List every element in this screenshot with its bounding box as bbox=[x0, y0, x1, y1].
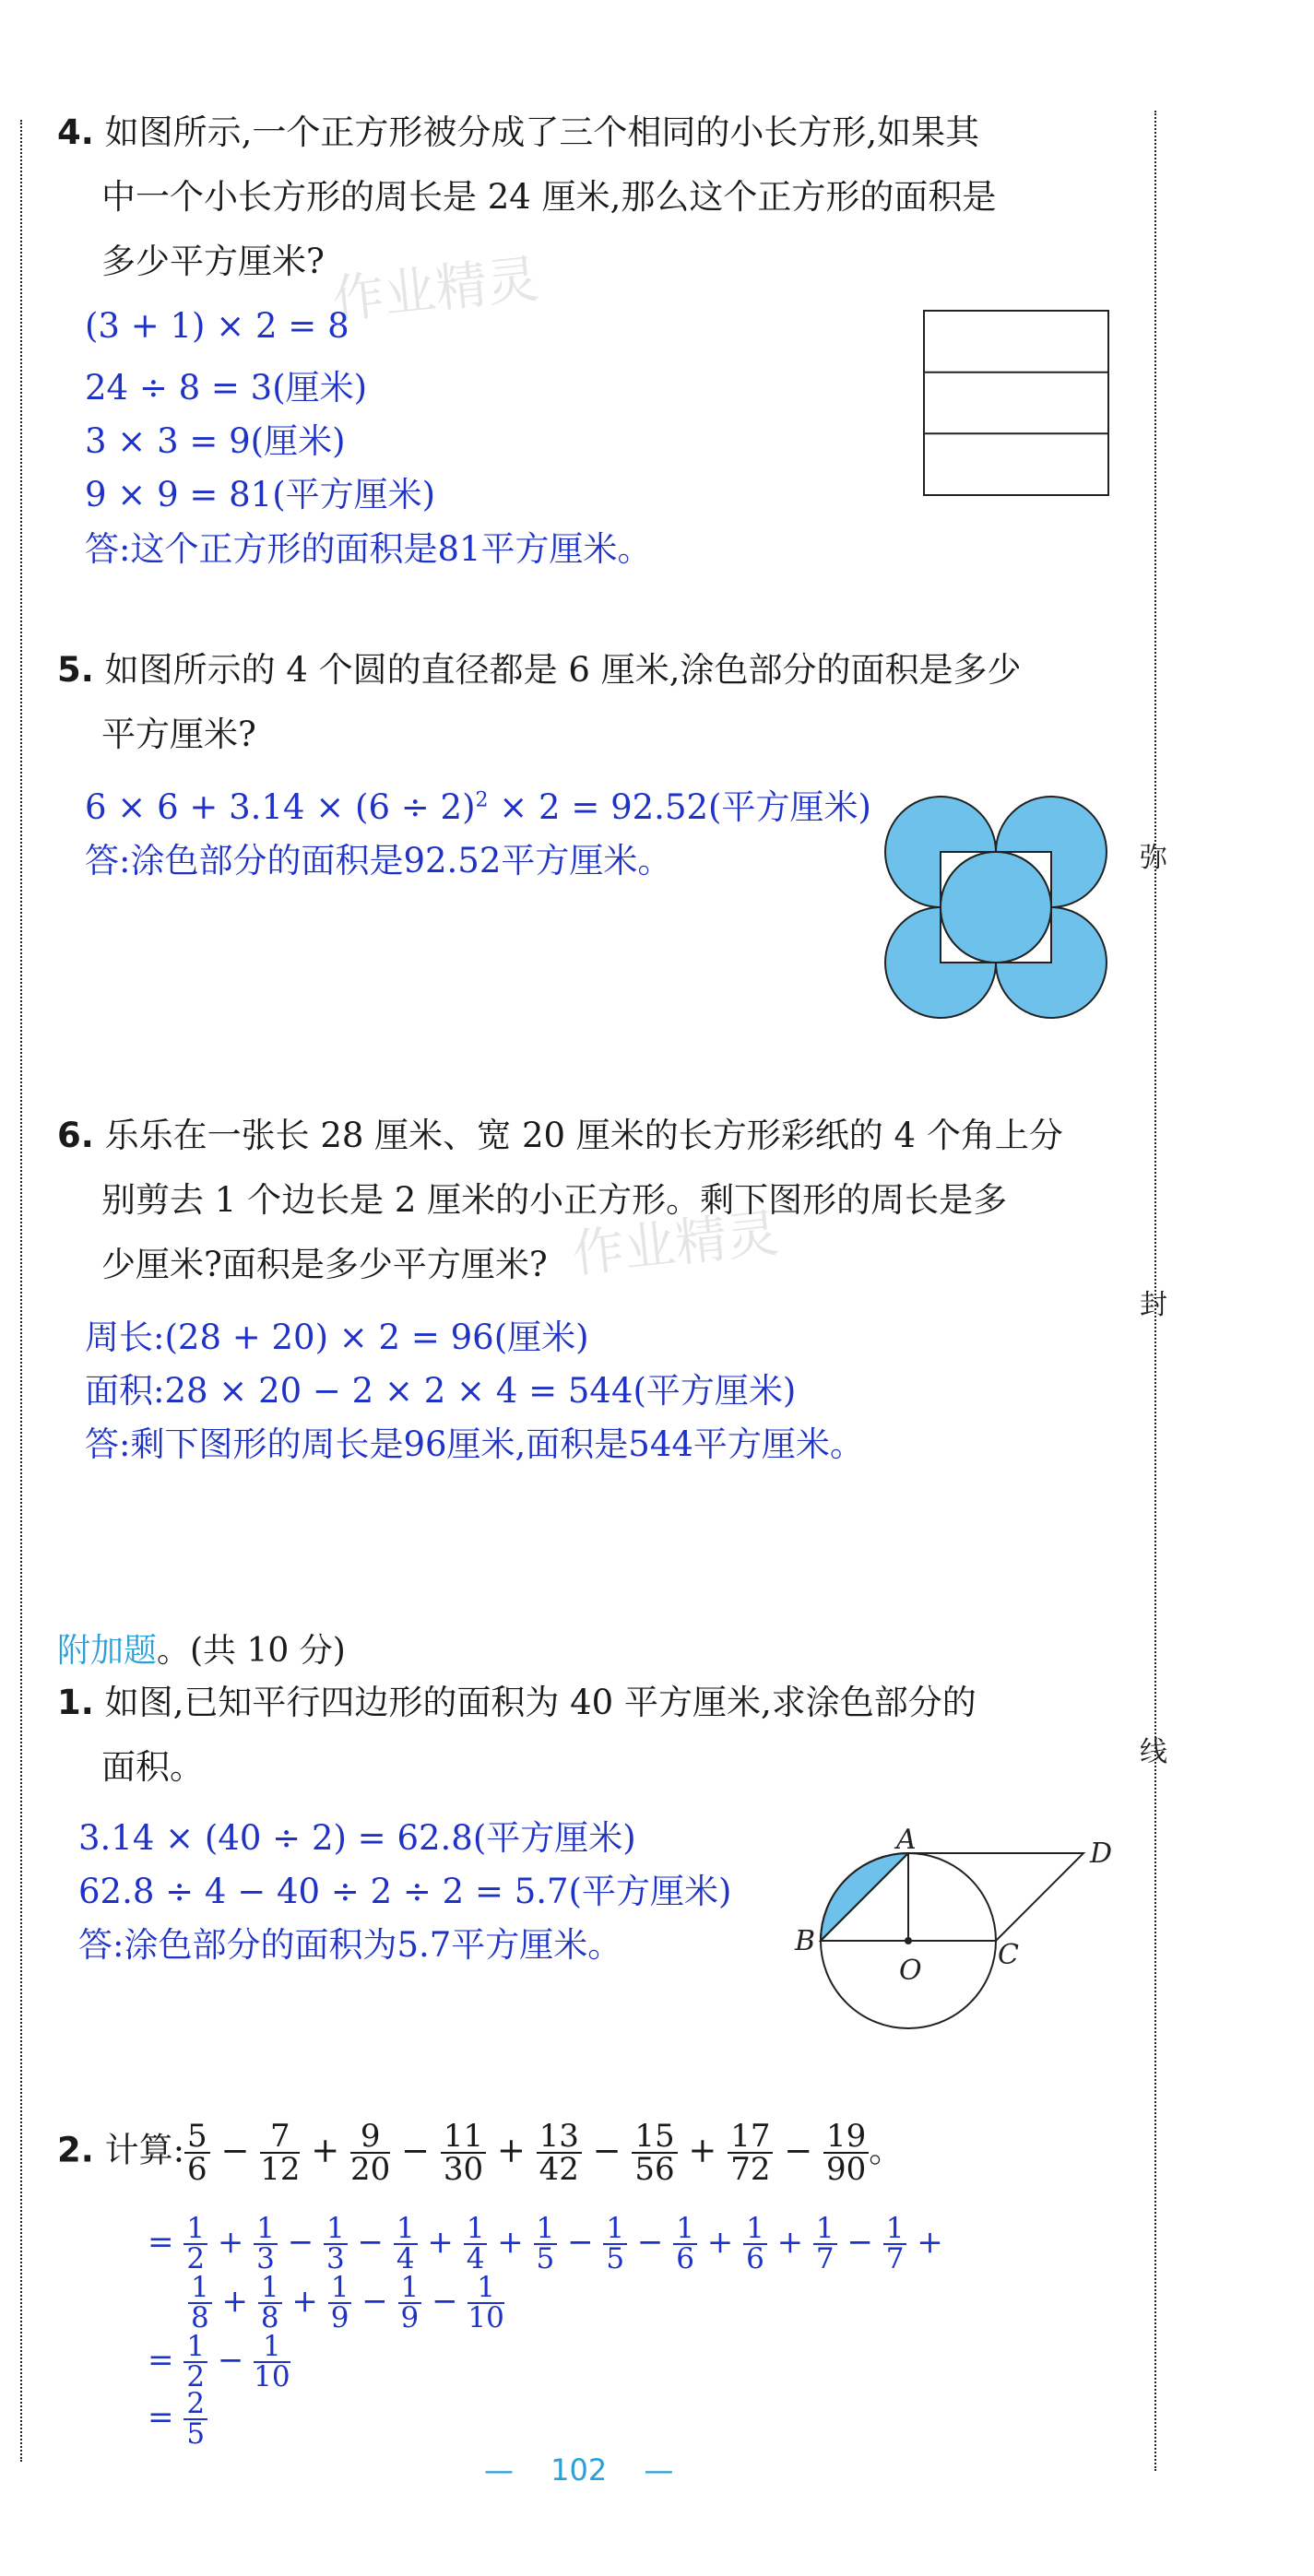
binding-char-feng: 封 bbox=[1140, 1289, 1167, 1321]
question-text: 如图,已知平行四边形的面积为 40 平方厘米,求涂色部分的 bbox=[104, 1683, 977, 1722]
numerator: 1 bbox=[883, 2215, 907, 2245]
answer-conclusion: 答:涂色部分的面积是92.52平方厘米。 bbox=[85, 841, 672, 880]
left-margin-rule bbox=[20, 120, 22, 2462]
numerator: 2 bbox=[183, 2390, 207, 2420]
fraction bbox=[632, 2118, 677, 2188]
denominator: 3 bbox=[326, 2242, 345, 2275]
denominator: 5 bbox=[186, 2417, 206, 2451]
denominator: 7 bbox=[815, 2242, 835, 2275]
question-5-line-1 bbox=[57, 650, 1022, 690]
numerator: 7 bbox=[260, 2121, 300, 2154]
step-1-line-1: = $\frac{1}{2}$ + $\frac{1}{3}$ − $\frac{1}{3}$ − $\frac{1}{4}$ + $\frac{1}{4}$ + $\frac{1}{5}$ − $\frac{1}{5}$ − $\frac{1}{6}$ + $\frac{1}{6}$ + $\frac{1}{7}$ − $\frac{1}{7}$ + bbox=[148, 2212, 943, 2275]
numerator: 9 bbox=[350, 2121, 390, 2154]
numerator: 1 bbox=[743, 2215, 767, 2245]
operator: + bbox=[300, 2130, 351, 2170]
numerator: 1 bbox=[464, 2215, 488, 2245]
answer-line: 3 × 3 = 9(厘米) bbox=[85, 421, 346, 461]
page-footer bbox=[484, 2452, 673, 2487]
bonus-q1-line-2: 面积。 bbox=[101, 1747, 204, 1787]
denominator: 72 bbox=[730, 2151, 771, 2188]
page-number: 102 bbox=[550, 2452, 608, 2487]
operator: + bbox=[281, 2283, 328, 2320]
bonus-title: 附加题 bbox=[57, 1632, 158, 1670]
operator: − bbox=[351, 2283, 398, 2320]
fraction bbox=[254, 2330, 290, 2393]
operator: − bbox=[390, 2130, 441, 2170]
bonus-header bbox=[57, 1625, 346, 1672]
numerator: 13 bbox=[537, 2121, 582, 2154]
fraction bbox=[743, 2212, 767, 2275]
step-2: = $\frac{1}{2}$ − $\frac{1}{10}$ bbox=[148, 2330, 290, 2393]
circle-parallelogram-figure bbox=[793, 1821, 1125, 2070]
answer-perimeter: 周长:(28 + 20) × 2 = 96(厘米) bbox=[85, 1318, 589, 1357]
denominator: 9 bbox=[330, 2301, 349, 2334]
question-6-line-2: 别剪去 1 个边长是 2 厘米的小正方形。剩下图形的周长是多 bbox=[101, 1180, 1008, 1220]
question-suffix: 。 bbox=[869, 2130, 904, 2170]
fraction bbox=[184, 2118, 210, 2188]
answer-line: 62.8 ÷ 4 − 40 ÷ 2 ÷ 2 = 5.7(平方厘米) bbox=[78, 1872, 732, 1911]
question-prefix: 计算: bbox=[104, 2130, 185, 2170]
denominator: 56 bbox=[634, 2151, 675, 2188]
question-6-line-1 bbox=[57, 1116, 1063, 1155]
footer-dash-left: — bbox=[484, 2452, 514, 2487]
question-text: 如图所示,一个正方形被分成了三个相同的小长方形,如果其 bbox=[104, 112, 980, 152]
numerator: 17 bbox=[728, 2121, 773, 2154]
answer-conclusion: 答:涂色部分的面积为5.7平方厘米。 bbox=[78, 1925, 622, 1965]
fraction bbox=[398, 2271, 422, 2334]
question-text: 乐乐在一张长 28 厘米、宽 20 厘米的长方形彩纸的 4 个角上分 bbox=[104, 1116, 1063, 1155]
question-4-line-3: 多少平方厘米? bbox=[101, 242, 325, 281]
fraction bbox=[728, 2118, 773, 2188]
denominator: 6 bbox=[746, 2242, 764, 2275]
denominator: 8 bbox=[191, 2301, 209, 2334]
bonus-q1-line-1 bbox=[57, 1683, 977, 1722]
numerator: 1 bbox=[324, 2215, 348, 2245]
step-3-result: = $\frac{2}{5}$ bbox=[148, 2390, 207, 2449]
answer-conclusion: 答:剩下图形的周长是96厘米,面积是544平方厘米。 bbox=[85, 1424, 864, 1464]
numerator: 1 bbox=[254, 2215, 278, 2245]
numerator: 5 bbox=[184, 2121, 210, 2154]
answer-line bbox=[85, 779, 871, 829]
fraction bbox=[673, 2212, 697, 2275]
operator: + bbox=[486, 2130, 537, 2170]
denominator: 20 bbox=[350, 2151, 391, 2188]
fraction bbox=[534, 2212, 558, 2275]
square-three-rectangles-figure bbox=[922, 309, 1112, 499]
operator: − bbox=[421, 2283, 468, 2320]
question-number: 2. bbox=[57, 2130, 94, 2170]
question-number: 5. bbox=[57, 650, 94, 690]
label-c: C bbox=[998, 1939, 1019, 1971]
denominator: 6 bbox=[187, 2151, 207, 2188]
fraction bbox=[260, 2118, 301, 2188]
fraction bbox=[183, 2212, 207, 2275]
label-a: A bbox=[896, 1824, 917, 1856]
fraction bbox=[324, 2212, 348, 2275]
numerator: 15 bbox=[632, 2121, 677, 2154]
operator: + bbox=[906, 2224, 943, 2261]
answer-line: 24 ÷ 8 = 3(厘米) bbox=[85, 368, 368, 408]
operator: − bbox=[773, 2130, 823, 2170]
fraction bbox=[183, 2387, 207, 2451]
denominator: 90 bbox=[826, 2151, 867, 2188]
result-fraction bbox=[183, 2387, 207, 2451]
denominator: 4 bbox=[396, 2242, 415, 2275]
fraction bbox=[188, 2271, 212, 2334]
operator: − bbox=[209, 2130, 261, 2170]
label-d: D bbox=[1090, 1837, 1113, 1870]
binding-char-mi: 弥 bbox=[1140, 842, 1167, 874]
fraction bbox=[813, 2212, 837, 2275]
denominator: 42 bbox=[539, 2151, 579, 2188]
denominator: 3 bbox=[256, 2242, 275, 2275]
watermark: 作业精灵 bbox=[569, 1203, 782, 1285]
fraction bbox=[328, 2271, 352, 2334]
numerator: 1 bbox=[468, 2274, 503, 2304]
fraction bbox=[254, 2212, 278, 2275]
denominator: 4 bbox=[466, 2242, 485, 2275]
numerator: 1 bbox=[188, 2274, 212, 2304]
question-6-line-3: 少厘米?面积是多少平方厘米? bbox=[101, 1245, 548, 1284]
question-4-line-1 bbox=[57, 112, 980, 152]
numerator: 1 bbox=[258, 2274, 282, 2304]
denominator: 12 bbox=[260, 2151, 301, 2188]
denominator: 2 bbox=[186, 2360, 206, 2393]
step-1-fractions bbox=[183, 2212, 943, 2275]
operator: + bbox=[487, 2224, 534, 2261]
operator: − bbox=[627, 2224, 674, 2261]
answer-line: 3.14 × (40 ÷ 2) = 62.8(平方厘米) bbox=[78, 1818, 636, 1858]
numerator: 1 bbox=[394, 2215, 418, 2245]
denominator: 5 bbox=[536, 2242, 555, 2275]
answer-conclusion: 答:这个正方形的面积是81平方厘米。 bbox=[85, 529, 652, 569]
fraction bbox=[258, 2271, 282, 2334]
fraction bbox=[183, 2330, 207, 2393]
operator: + bbox=[696, 2224, 744, 2261]
operator: + bbox=[207, 2224, 255, 2261]
answer-expression-end: × 2 = 92.52(平方厘米) bbox=[488, 787, 871, 827]
bonus-q2-expression bbox=[57, 2118, 904, 2188]
fraction bbox=[441, 2118, 486, 2188]
question-text: 如图所示的 4 个圆的直径都是 6 厘米,涂色部分的面积是多少 bbox=[104, 650, 1022, 690]
numerator: 1 bbox=[254, 2333, 290, 2363]
operator: − bbox=[207, 2342, 255, 2379]
numerator: 1 bbox=[673, 2215, 697, 2245]
numerator: 1 bbox=[813, 2215, 837, 2245]
answer-line: (3 + 1) × 2 = 8 bbox=[85, 306, 349, 346]
operator: − bbox=[347, 2224, 394, 2261]
fraction bbox=[823, 2118, 869, 2188]
footer-dash-right: — bbox=[644, 2452, 674, 2487]
operator: − bbox=[581, 2130, 633, 2170]
answer-line: 9 × 9 = 81(平方厘米) bbox=[85, 475, 436, 514]
question-5-line-2: 平方厘米? bbox=[101, 715, 256, 754]
fraction-sum-expression bbox=[184, 2118, 869, 2188]
denominator: 10 bbox=[254, 2360, 290, 2393]
denominator: 9 bbox=[400, 2301, 420, 2334]
numerator: 11 bbox=[441, 2121, 486, 2154]
operator: + bbox=[417, 2224, 464, 2261]
fraction bbox=[537, 2118, 582, 2188]
bonus-score: 。(共 10 分) bbox=[157, 1632, 346, 1670]
step-1-fractions-cont bbox=[188, 2271, 504, 2334]
label-o: O bbox=[899, 1955, 922, 1987]
fraction bbox=[350, 2118, 391, 2188]
denominator: 30 bbox=[443, 2151, 484, 2188]
operator: + bbox=[211, 2283, 258, 2320]
denominator: 6 bbox=[676, 2242, 694, 2275]
denominator: 5 bbox=[606, 2242, 625, 2275]
denominator: 8 bbox=[260, 2301, 279, 2334]
watermark: 作业精灵 bbox=[329, 249, 542, 331]
numerator: 1 bbox=[328, 2274, 352, 2304]
label-b: B bbox=[795, 1925, 816, 1957]
step-1-line-2 bbox=[188, 2271, 504, 2334]
question-number: 6. bbox=[57, 1116, 94, 1155]
binding-char-xian: 线 bbox=[1140, 1736, 1167, 1768]
fraction bbox=[603, 2212, 627, 2275]
four-circles-figure bbox=[874, 786, 1118, 1029]
operator: + bbox=[677, 2130, 728, 2170]
numerator: 1 bbox=[398, 2274, 422, 2304]
step-2-fractions bbox=[183, 2330, 290, 2393]
numerator: 1 bbox=[603, 2215, 627, 2245]
numerator: 19 bbox=[823, 2121, 869, 2154]
denominator: 10 bbox=[468, 2301, 504, 2334]
numerator: 1 bbox=[183, 2333, 207, 2363]
numerator: 1 bbox=[183, 2215, 207, 2245]
fraction bbox=[468, 2271, 504, 2334]
question-number: 1. bbox=[57, 1683, 94, 1722]
fraction bbox=[883, 2212, 907, 2275]
operator: + bbox=[766, 2224, 813, 2261]
operator: − bbox=[557, 2224, 604, 2261]
exponent: 2 bbox=[475, 788, 489, 812]
answer-expression: 6 × 6 + 3.14 × (6 ÷ 2) bbox=[85, 787, 476, 827]
question-number: 4. bbox=[57, 112, 94, 152]
answer-area: 面积:28 × 20 − 2 × 2 × 4 = 544(平方厘米) bbox=[85, 1371, 797, 1411]
denominator: 2 bbox=[186, 2242, 206, 2275]
question-4-line-2: 中一个小长方形的周长是 24 厘米,那么这个正方形的面积是 bbox=[101, 177, 997, 217]
operator: − bbox=[277, 2224, 324, 2261]
fraction bbox=[394, 2212, 418, 2275]
numerator: 1 bbox=[534, 2215, 558, 2245]
denominator: 7 bbox=[885, 2242, 905, 2275]
fraction bbox=[464, 2212, 488, 2275]
operator: − bbox=[836, 2224, 883, 2261]
